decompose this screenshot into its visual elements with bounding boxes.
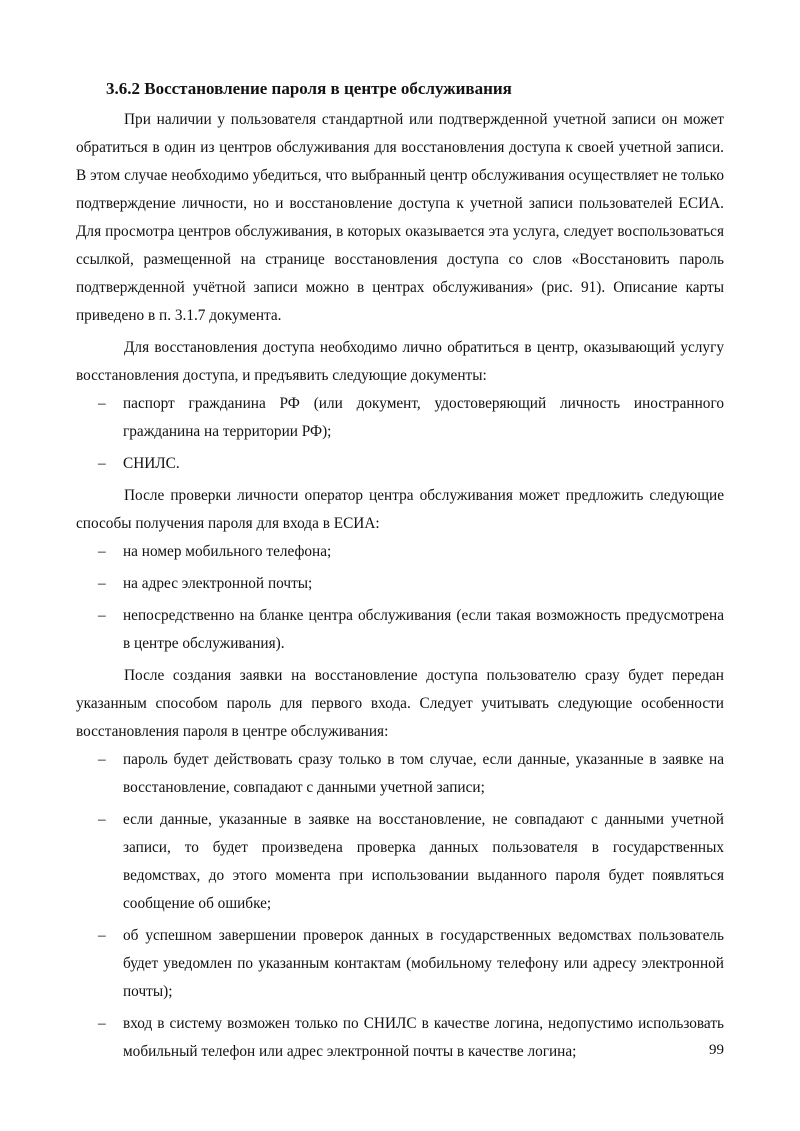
- list-item: [76, 746, 724, 802]
- paragraph-features-intro: После создания заявки на восстановление доступа пользователю сразу будет передан указанным способом пароль для первого входа. Следует учитывать следующие особенности восстановления пароля в центре обслуживания:: [76, 667, 724, 740]
- document-page: [76, 78, 724, 1070]
- list-item-text: паспорт гражданина РФ (или документ, удостоверяющий личность иностранного гражданина на территории РФ);: [123, 395, 724, 440]
- list-item: [76, 450, 724, 478]
- list-item-text: если данные, указанные в заявке на восстановление, не совпадают с данными учетной записи, то будет произведена проверка данных пользователя в государственных ведомствах, до этого момента при использовании выданного пароля будет появляться сообщение об ошибке;: [123, 811, 724, 912]
- list-item-text: пароль будет действовать сразу только в том случае, если данные, указанные в заявке на восстановление, совпадают с данными учетной записи;: [123, 751, 724, 796]
- dash-bullet: –: [98, 455, 106, 472]
- features-list: [76, 746, 724, 1066]
- list-item: [76, 538, 724, 566]
- paragraph-intro: При наличии у пользователя стандартной или подтвержденной учетной записи он может обратиться в один из центров обслуживания для восстановления доступа к своей учетной записи. В этом случае необходимо убедиться, что выбранный центр обслуживания осуществляет не только подтверждение личности, но и восстановление доступа к учетной записи пользователей ЕСИА. Для просмотра центров обслуживания, в которых оказывается эта услуга, следует воспользоваться ссылкой, размещенной на странице восстановления доступа со слов «Восстановить пароль подтвержденной учётной записи можно в центрах обслуживания» (рис. 91). Описание карты приведено в п. 3.1.7 документа.: [76, 111, 724, 324]
- list-item: [76, 806, 724, 918]
- dash-bullet: –: [98, 927, 106, 944]
- paragraph-methods-intro: После проверки личности оператор центра обслуживания может предложить следующие способы получения пароля для входа в ЕСИА:: [76, 487, 724, 532]
- dash-bullet: –: [98, 811, 106, 828]
- list-item-text: непосредственно на бланке центра обслуживания (если такая возможность предусмотрена в центре обслуживания).: [123, 607, 724, 652]
- dash-bullet: –: [98, 751, 106, 768]
- list-item-text: СНИЛС.: [123, 455, 180, 472]
- list-item: [76, 602, 724, 658]
- list-item: [76, 390, 724, 446]
- documents-list: [76, 390, 724, 478]
- methods-list: [76, 538, 724, 658]
- dash-bullet: –: [98, 543, 106, 560]
- dash-bullet: –: [98, 1015, 106, 1032]
- list-item-text: вход в систему возможен только по СНИЛС в качестве логина, недопустимо использовать мобильный телефон или адрес электронной почты в качестве логина;: [123, 1015, 724, 1060]
- dash-bullet: –: [98, 575, 106, 592]
- paragraph-documents-intro: Для восстановления доступа необходимо лично обратиться в центр, оказывающий услугу восстановления доступа, и предъявить следующие документы:: [76, 339, 724, 384]
- list-item-text: на адрес электронной почты;: [123, 575, 313, 592]
- list-item-text: об успешном завершении проверок данных в государственных ведомствах пользователь будет уведомлен по указанным контактам (мобильному телефону или адресу электронной почты);: [123, 927, 724, 1000]
- section-heading: 3.6.2 Восстановление пароля в центре обслуживания: [106, 79, 512, 98]
- dash-bullet: –: [98, 395, 106, 412]
- list-item-text: на номер мобильного телефона;: [123, 543, 332, 560]
- list-item: [76, 922, 724, 1006]
- page-number: 99: [709, 1042, 724, 1058]
- list-item: [76, 1010, 724, 1066]
- dash-bullet: –: [98, 607, 106, 624]
- list-item: [76, 570, 724, 598]
